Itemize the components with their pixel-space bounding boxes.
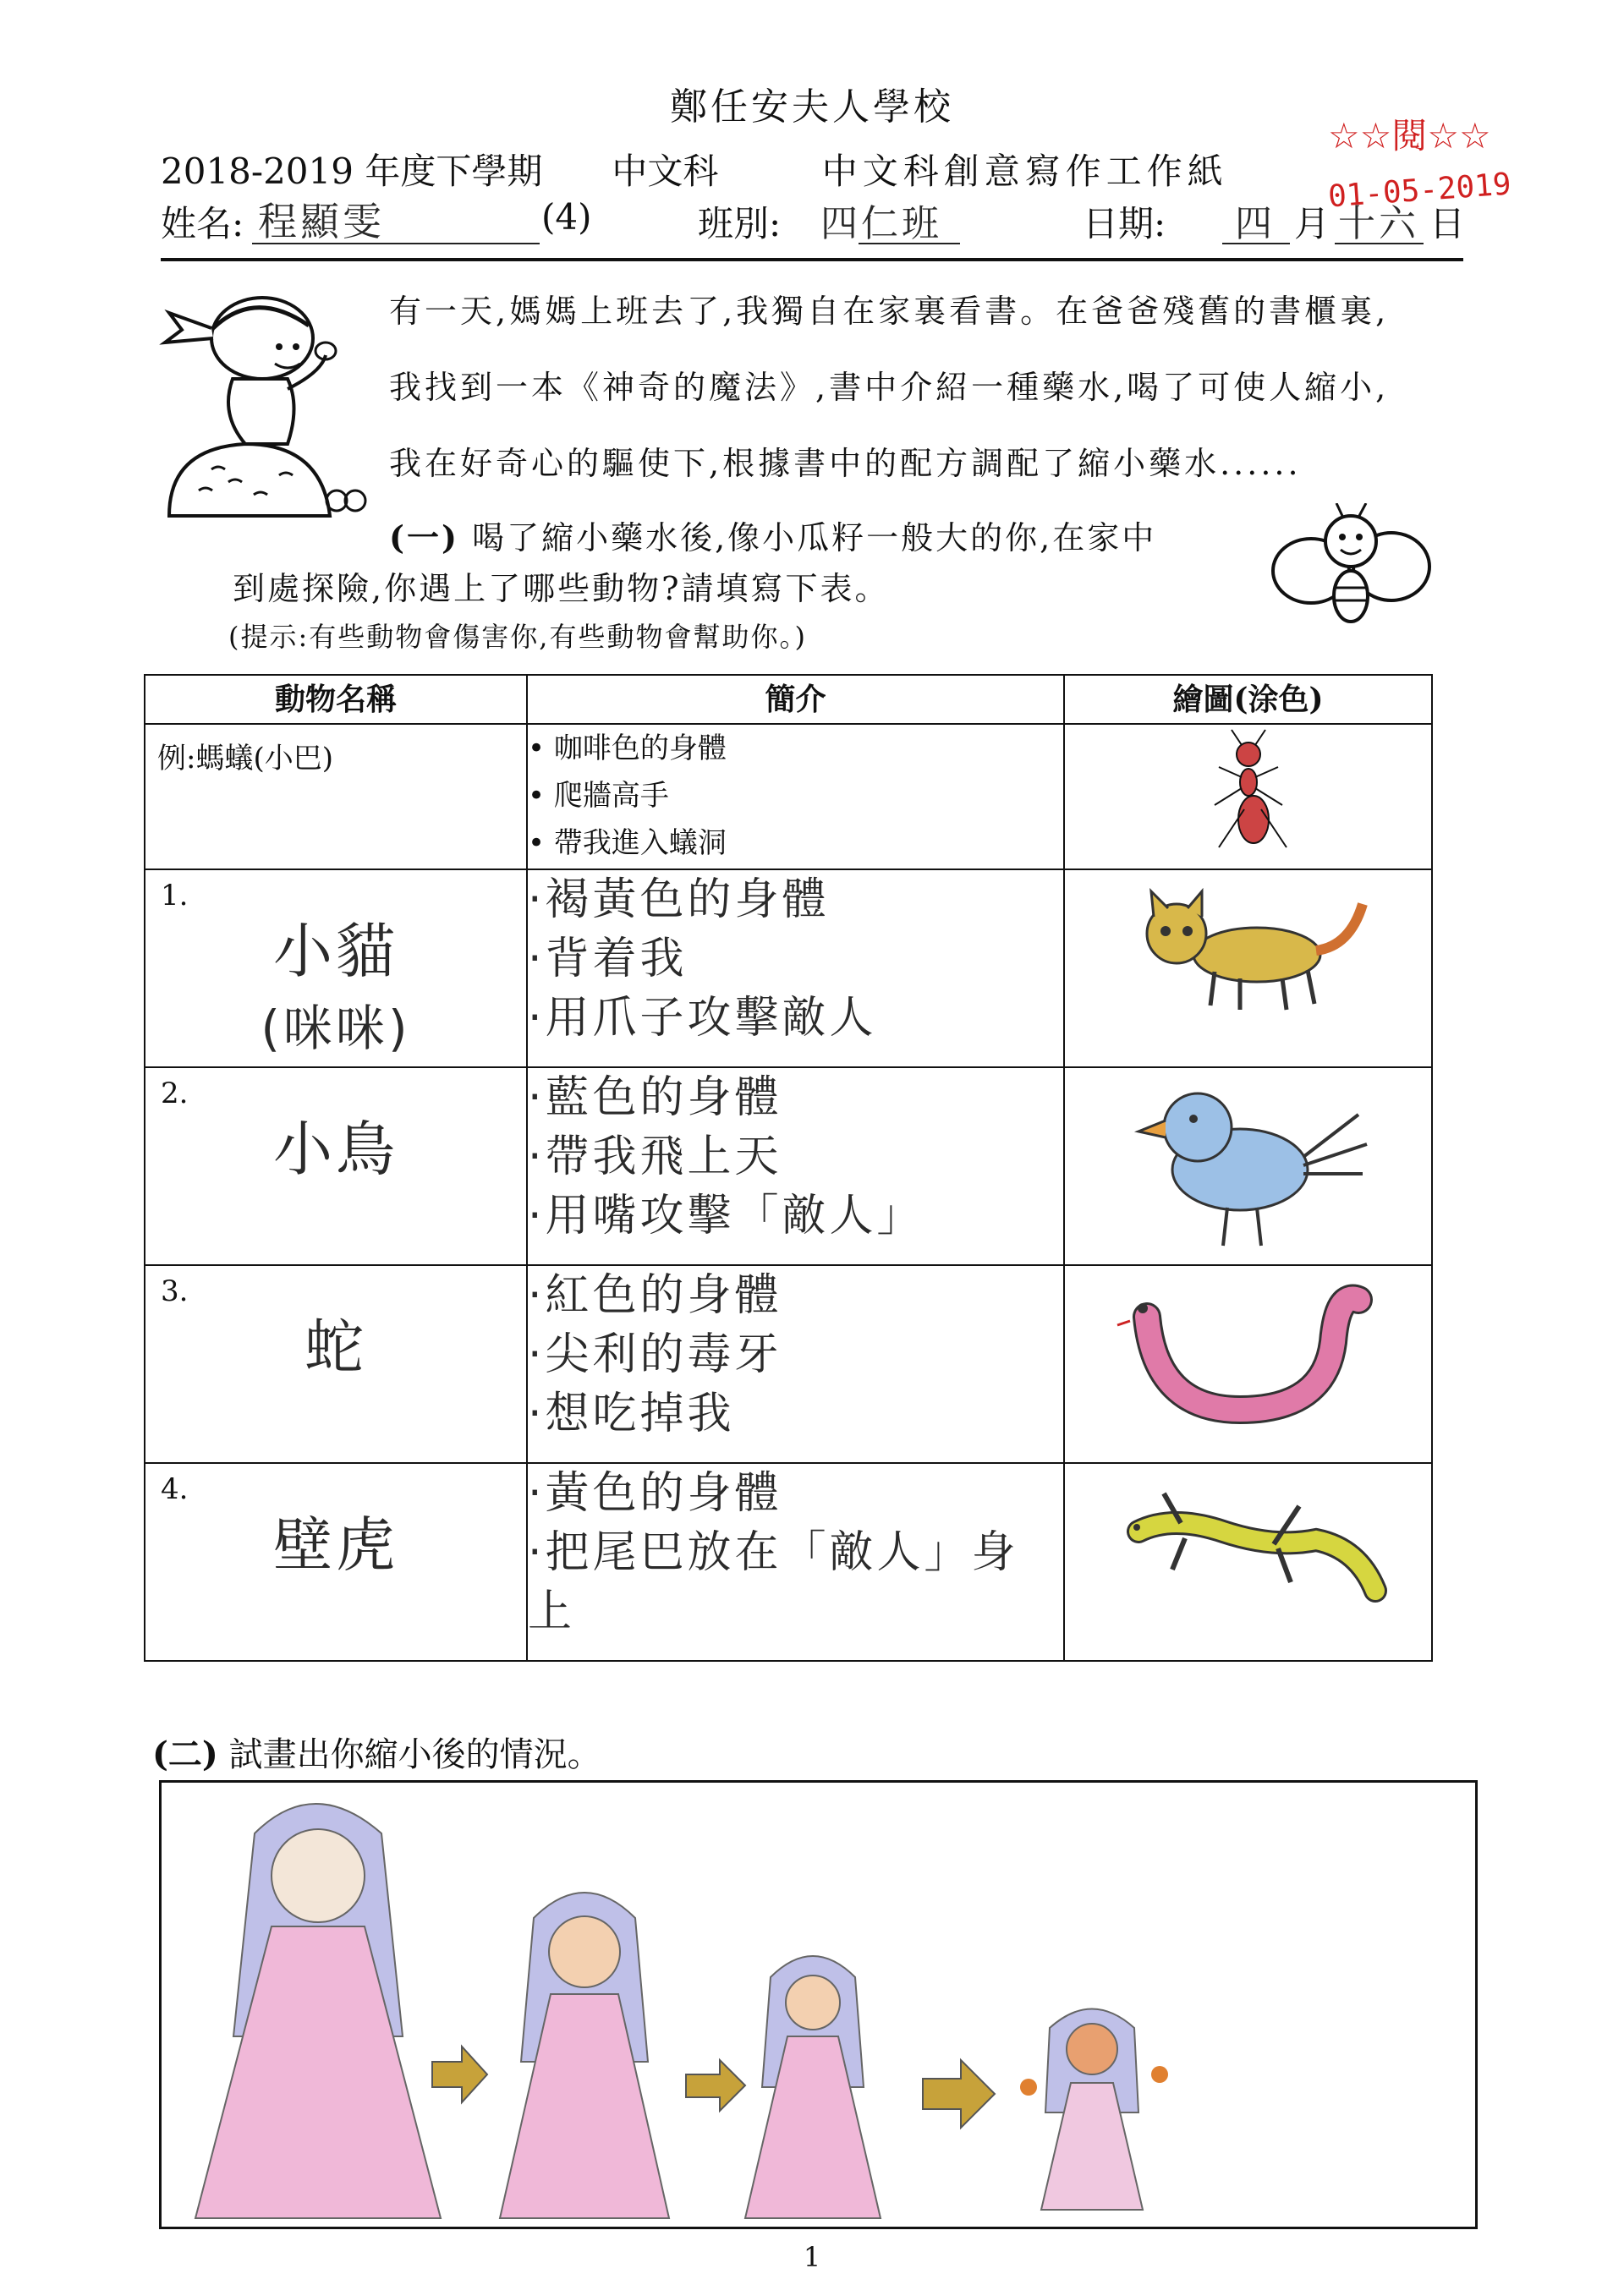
date-label: 日期: <box>1083 203 1166 244</box>
question-1-hint: (提示:有些動物會傷害你,有些動物會幫助你。) <box>228 621 807 653</box>
question-2-label: (二) <box>152 1734 218 1774</box>
student-info-row <box>161 196 1480 247</box>
list-item: ·用嘴攻擊「敵人」 <box>528 1191 924 1241</box>
list-item: ·把尾巴放在「敵人」身上 <box>528 1527 1019 1637</box>
boy-on-hill-illustration <box>152 279 372 524</box>
school-name: 鄭任安夫人學校 <box>670 85 954 129</box>
drawing-box <box>159 1780 1478 2229</box>
name-label: 姓名: <box>161 203 244 244</box>
cat-drawing <box>1113 870 1384 1039</box>
column-header: 繪圖(涂色) <box>1064 675 1432 724</box>
list-item: ·帶我飛上天 <box>528 1132 782 1182</box>
star-icon: ☆☆ <box>1427 115 1491 156</box>
intro-line-1: 有一天,媽媽上班去了,我獨自在家裏看書。在爸爸殘舊的書櫃裏, <box>389 293 1390 330</box>
semester-row <box>161 144 1228 195</box>
list-item: ·用爪子攻擊敵人 <box>528 993 877 1044</box>
review-stamp: ☆☆閱☆☆ <box>1328 115 1491 156</box>
table-row <box>145 1067 1432 1265</box>
question-1 <box>389 512 1156 558</box>
list-item: ·褐黃色的身體 <box>528 874 830 925</box>
animal-name: 小鳥 <box>273 1115 398 1184</box>
question-1-label: (一) <box>389 518 459 556</box>
subject: 中文科 <box>612 151 719 192</box>
ant-drawing <box>1198 725 1299 860</box>
gecko-drawing <box>1105 1464 1392 1633</box>
school-year: 2018-2019 年度下學期 <box>161 151 543 192</box>
table-row <box>145 1265 1432 1463</box>
list-item: ·藍色的身體 <box>528 1072 782 1123</box>
class-value: 四仁班 <box>820 202 942 245</box>
row-number: 3. <box>161 1274 189 1308</box>
shrinking-girl-drawing <box>162 1783 1475 2227</box>
row-number: 1. <box>161 879 189 912</box>
question-1-line-2: 到處探險,你遇上了哪些動物?請填寫下表。 <box>233 570 890 607</box>
bird-drawing <box>1113 1068 1384 1258</box>
student-name: 程顯雯 <box>258 199 385 244</box>
day-label: 日 <box>1429 203 1466 244</box>
month-label: 月 <box>1294 203 1330 244</box>
intro-line-3: 我在好奇心的驅使下,根據書中的配方調配了縮小藥水...... <box>389 445 1302 482</box>
row-number: 2. <box>161 1077 189 1110</box>
question-2 <box>152 1728 601 1776</box>
list-item: ·紅色的身體 <box>528 1270 782 1321</box>
list-item: ·想吃掉我 <box>528 1389 735 1439</box>
list-item: ·黃色的身體 <box>528 1468 782 1519</box>
arrow-right-icon <box>923 2060 995 2128</box>
table-header-row <box>145 675 1432 724</box>
student-number: (4) <box>541 196 592 238</box>
animal-table <box>144 674 1433 1662</box>
date-day: 十六 <box>1338 202 1419 245</box>
date-month: 四 <box>1235 202 1276 245</box>
class-label: 班別: <box>698 203 782 244</box>
question-1-line-1: 喝了縮小藥水後,像小瓜籽一般大的你,在家中 <box>472 519 1157 556</box>
stamp-date: 01-05-2019 <box>1326 167 1512 215</box>
row-number: 4. <box>161 1472 189 1506</box>
animal-nickname: (咪咪) <box>261 1000 411 1057</box>
intro-line-2: 我找到一本《神奇的魔法》,書中介紹一種藥水,喝了可使人縮小, <box>389 369 1390 406</box>
animal-name: 壁虎 <box>273 1510 398 1580</box>
animal-name: 小貓 <box>273 917 398 986</box>
example-name: 例:螞蟻(小巴) <box>157 742 333 775</box>
snake-drawing <box>1105 1266 1392 1435</box>
list-item: • 帶我進入蟻洞 <box>528 826 727 860</box>
list-item: ·背着我 <box>528 934 688 984</box>
list-item: • 爬牆高手 <box>528 779 669 813</box>
star-icon: ☆☆ <box>1328 115 1392 156</box>
column-header: 動物名稱 <box>145 675 527 724</box>
column-header: 簡介 <box>527 675 1064 724</box>
question-2-text: 試畫出你縮小後的情況。 <box>228 1735 601 1774</box>
bee-illustration <box>1265 503 1434 638</box>
arrow-right-icon <box>432 2047 487 2102</box>
arrow-right-icon <box>686 2060 745 2111</box>
worksheet-title: 中文科創意寫作工作紙 <box>821 151 1228 192</box>
example-row <box>145 724 1432 869</box>
table-row <box>145 869 1432 1067</box>
list-item: ·尖利的毒牙 <box>528 1329 782 1380</box>
list-item: • 咖啡色的身體 <box>528 732 727 765</box>
table-row <box>145 1463 1432 1661</box>
header-divider <box>161 258 1463 261</box>
page-number: 1 <box>803 2241 821 2273</box>
animal-name: 蛇 <box>304 1312 367 1382</box>
